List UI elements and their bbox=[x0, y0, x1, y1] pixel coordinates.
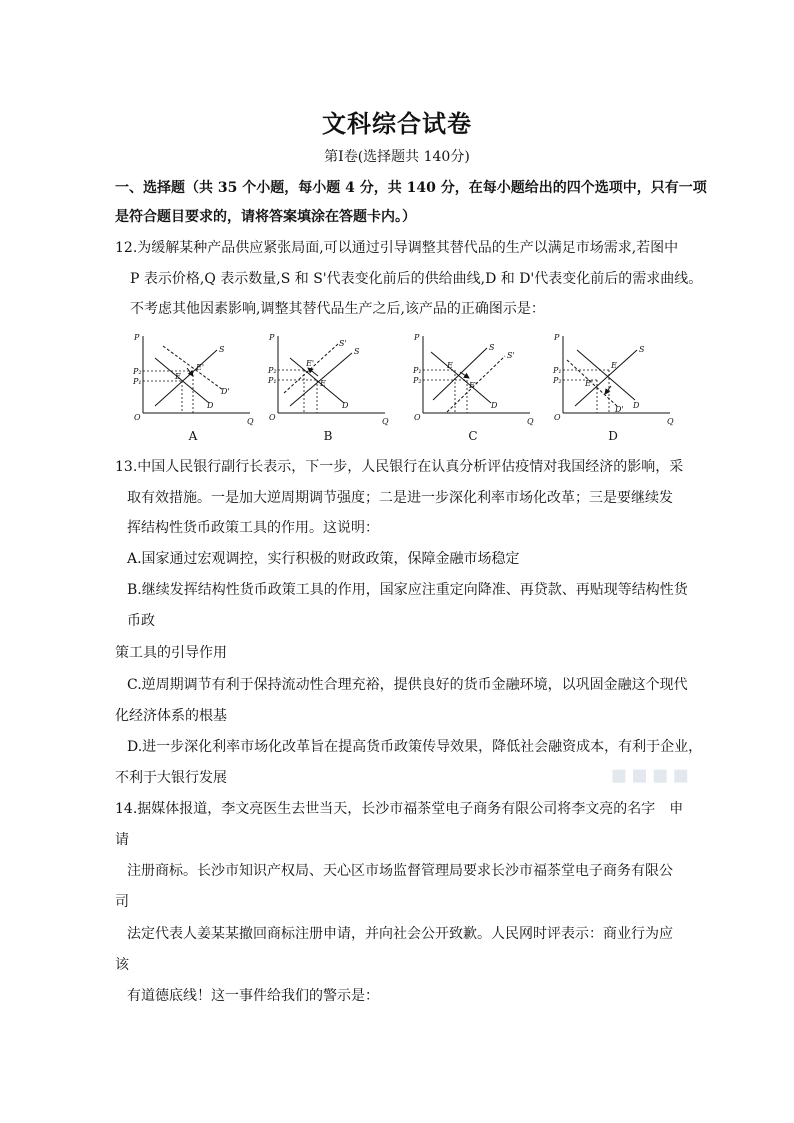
graph-a-svg bbox=[125, 328, 261, 428]
graph-d-d-label: D bbox=[633, 401, 640, 410]
q14-line-3: 注册商标。长沙市知识产权局、天心区市场监督管理局要求长沙市福茶堂电子商务有限公 bbox=[127, 863, 673, 879]
graph-b-p-upper: P₂ bbox=[268, 366, 277, 375]
graph-b-supply-shifted bbox=[284, 344, 338, 393]
q14-line-4: 司 bbox=[115, 894, 129, 910]
q13-option-c-line-1: C.逆周期调节有利于保持流动性合理充裕，提供良好的货币金融环境，以巩固金融这个现代 bbox=[127, 677, 688, 693]
graph-c-e2-label: E' bbox=[469, 381, 478, 390]
graph-b bbox=[260, 328, 396, 446]
graph-d-e-label: E bbox=[611, 361, 617, 370]
graph-c-s-label: S bbox=[489, 343, 495, 352]
graph-d-shift-arrow bbox=[605, 386, 611, 394]
graph-a bbox=[125, 328, 261, 446]
graph-d bbox=[545, 328, 681, 446]
graph-a-e2-label: E' bbox=[196, 363, 205, 372]
graph-a-p-lower: P₁ bbox=[133, 377, 142, 386]
graph-a-p-upper: P₂ bbox=[133, 367, 142, 376]
graph-c-d-label: D bbox=[491, 401, 498, 410]
q13-option-b-line-2: 币政 bbox=[127, 613, 155, 629]
graph-a-d-label: D bbox=[207, 401, 214, 410]
q13-option-c-line-2: 化经济体系的根基 bbox=[115, 708, 227, 724]
graph-c bbox=[405, 328, 541, 446]
graph-a-caption: A bbox=[188, 429, 198, 443]
graph-d-q-label: Q bbox=[667, 417, 674, 426]
watermark: ▪▪▪▪ bbox=[610, 760, 693, 790]
graph-d-s-label: S bbox=[639, 345, 645, 354]
graph-b-e-label: E bbox=[320, 379, 326, 388]
graph-c-e-label: E bbox=[447, 361, 453, 370]
graph-c-s2-label: S' bbox=[507, 351, 515, 360]
graph-c-p-label: P bbox=[414, 333, 420, 342]
q14-line-5: 法定代表人姜某某撤回商标注册申请，并向社会公开致歉。人民网时评表示：商业行为应 bbox=[127, 926, 673, 942]
graph-c-caption: C bbox=[468, 429, 478, 443]
graph-b-q-label: Q bbox=[382, 417, 389, 426]
q13-line-3: 挥结构性货币政策工具的作用。这说明： bbox=[127, 520, 379, 536]
graph-b-s-label: S bbox=[354, 347, 360, 356]
exam-title: 文科综合试卷 bbox=[322, 109, 472, 138]
graph-a-d2-label: D' bbox=[221, 387, 230, 396]
graph-a-origin: O bbox=[134, 413, 141, 422]
graph-d-supply bbox=[575, 350, 637, 406]
graph-b-svg bbox=[260, 328, 396, 428]
graph-b-caption: B bbox=[323, 429, 333, 443]
graph-d-d2-label: D' bbox=[615, 405, 624, 414]
graph-d-svg bbox=[545, 328, 681, 428]
graph-a-s-label: S bbox=[219, 345, 225, 354]
q13-option-d-line-2: 不利于大银行发展 bbox=[115, 770, 227, 786]
graph-c-demand bbox=[431, 352, 491, 403]
q13-option-b-line-1: B.继续发挥结构性货币政策工具的作用，国家应注重定向降准、再贷款、再贴现等结构性货 bbox=[127, 582, 688, 598]
graph-a-supply bbox=[155, 350, 217, 406]
q12-line-1: 12.为缓解某种产品供应紧张局面,可以通过引导调整其替代品的生产以满足市场需求,若图中 bbox=[115, 240, 679, 256]
graph-b-p-lower: P₁ bbox=[268, 376, 277, 385]
graph-c-shift-arrow bbox=[460, 372, 469, 378]
q13-line-1: 13.中国人民银行副行长表示，下一步，人民银行在认真分析评估疫情对我国经济的影响，采 bbox=[115, 459, 684, 475]
instructions-line-1: 一、选择题（共 35 个小题，每小题 4 分，共 140 分，在每小题给出的四个选项中，只有一项 bbox=[115, 180, 707, 196]
graph-b-d-label: D bbox=[342, 401, 349, 410]
q14-line-7: 有道德底线！这一事件给我们的警示是： bbox=[127, 988, 379, 1004]
graph-d-p-upper: P₁ bbox=[553, 366, 562, 375]
graph-a-q-label: Q bbox=[247, 417, 254, 426]
graph-c-p-upper: P₁ bbox=[413, 366, 422, 375]
graph-d-caption: D bbox=[608, 429, 618, 443]
q13-option-a: A.国家通过宏观调控，实行积极的财政政策，保障金融市场稳定 bbox=[127, 551, 520, 567]
graph-c-svg bbox=[405, 328, 541, 428]
q13-option-d-line-1: D.进一步深化利率市场化改革旨在提高货币政策传导效果，降低社会融资成本，有利于企业， bbox=[127, 739, 703, 755]
graph-a-p-label: P bbox=[134, 333, 140, 342]
q14-line-6: 该 bbox=[115, 957, 129, 973]
graph-c-q-label: Q bbox=[527, 417, 534, 426]
q13-option-b-line-3: 策工具的引导作用 bbox=[115, 645, 227, 661]
q12-line-3: 不考虑其他因素影响,调整其替代品生产之后,该产品的正确图示是： bbox=[130, 301, 545, 317]
graph-a-e-label: E bbox=[175, 372, 181, 381]
graph-c-origin: O bbox=[414, 413, 421, 422]
graph-c-p-lower: P₂ bbox=[413, 376, 422, 385]
section-subtitle: 第Ⅰ卷(选择题共 140分) bbox=[324, 149, 470, 165]
graph-d-e2-label: E' bbox=[585, 379, 594, 388]
graph-b-s2-label: S' bbox=[339, 339, 347, 348]
graph-b-origin: O bbox=[269, 413, 276, 422]
graph-b-p-label: P bbox=[269, 333, 275, 342]
q12-graphs bbox=[120, 328, 680, 446]
graph-d-p-label: P bbox=[554, 333, 560, 342]
graph-b-e2-label: E' bbox=[306, 359, 315, 368]
graph-d-origin: O bbox=[554, 413, 561, 422]
q13-line-2: 取有效措施。一是加大逆周期调节强度；二是进一步深化利率市场化改革；三是要继续发 bbox=[127, 490, 673, 506]
graph-d-p-lower: P₂ bbox=[553, 376, 562, 385]
q14-line-2: 请 bbox=[115, 832, 129, 848]
instructions-line-2: 是符合题目要求的，请将答案填涂在答题卡内。） bbox=[115, 209, 416, 225]
q14-line-1: 14.据媒体报道，李文亮医生去世当天，长沙市福茶堂电子商务有限公司将李文亮的名字 申 bbox=[115, 801, 684, 817]
q12-line-2: P 表示价格,Q 表示数量,S 和 S'代表变化前后的供给曲线,D 和 D'代表变化前后的需求曲线。 bbox=[130, 271, 703, 287]
